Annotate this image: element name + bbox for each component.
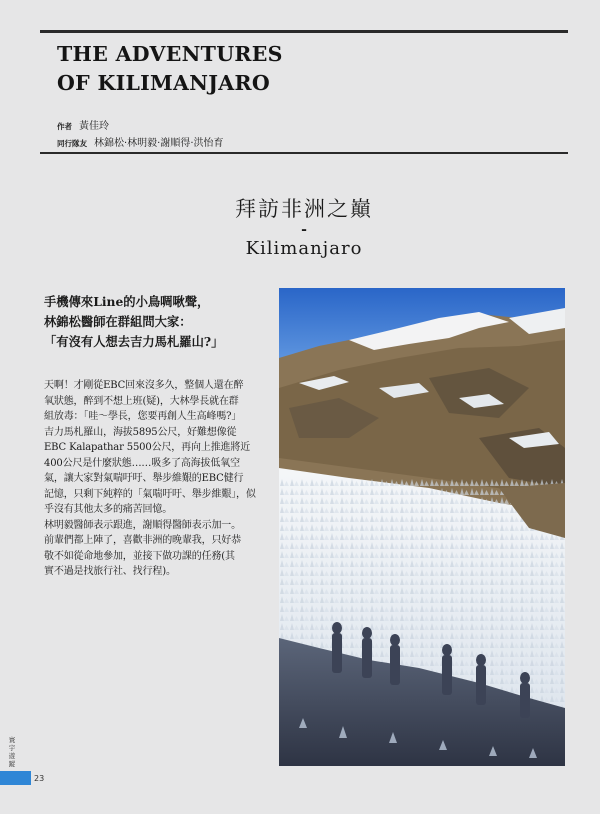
headline-english: Kilimanjaro (245, 238, 363, 259)
article-title (57, 40, 283, 98)
body-line: 吉力馬札羅山，海拔5895公尺，好難想像從 (44, 426, 237, 438)
side-label-char: 蹤 (8, 760, 16, 768)
side-label-char: 宇 (8, 744, 16, 752)
author-row (57, 118, 224, 135)
body-line: EBC Kalapathar 5500公尺，再向上推進將近 (44, 442, 251, 453)
side-label-char: 寰 (8, 736, 16, 744)
kilimanjaro-photo (279, 288, 565, 766)
lead-line: 「有沒有人想去吉力馬札羅山?」 (44, 334, 224, 349)
body-line: 前輩們都上陣了，喜歡非洲的晚輩我，只好恭 (44, 535, 241, 546)
section-side-label (6, 736, 18, 768)
body-line: 組放毒：「哇～學長，您要再創人生高峰嗎?」 (44, 411, 242, 422)
credits (57, 118, 224, 152)
author-label: 作者 (57, 122, 72, 131)
author-name: 黃佳玲 (79, 121, 109, 132)
companions-label: 同行隊友 (57, 139, 87, 148)
header-bottom-rule (40, 152, 568, 154)
title-line-2: OF KILIMANJARO (57, 71, 270, 95)
body-line: 記憶，只剩下純粹的「氣喘吁吁、舉步維艱」，似 (44, 488, 256, 500)
body-line: 400公尺是什麼狀態……吸多了高海拔低氧空 (44, 457, 240, 469)
headline-chinese: 拜訪非洲之巔 (235, 197, 373, 221)
lead-line: 手機傳來Line的小鳥啁啾聲， (44, 294, 210, 309)
page-tab-bar (0, 771, 31, 785)
body-line: 敬不如從命地參加，並接下做功課的任務(其 (44, 550, 235, 562)
lead-paragraph (44, 292, 270, 352)
companions-row (57, 135, 224, 152)
body-line: 氧狀態，醉到不想上班(疑)，大林學長就在群 (44, 395, 239, 407)
page-number: 23 (34, 774, 45, 783)
body-line: 實不過是找旅行社、找行程)。 (44, 566, 176, 577)
companions-names: 林錦松‧林明毅‧謝順得‧洪怡育 (94, 138, 224, 149)
top-rule (40, 30, 568, 33)
headline-dash: - (301, 222, 307, 238)
side-label-char: 遊 (8, 752, 16, 760)
body-text (44, 378, 270, 580)
headline (40, 194, 568, 262)
body-line: 林明毅醫師表示跟進，謝順得醫師表示加一。 (44, 519, 241, 531)
body-line: 乎沒有其他太多的痛苦回憶。 (44, 504, 173, 515)
title-line-1: THE ADVENTURES (57, 42, 283, 66)
lead-line: 林錦松醫師在群組問大家： (44, 314, 192, 329)
body-line: 天啊！才剛從EBC回來沒多久，整個人還在醉 (44, 380, 244, 391)
body-line: 氣，讓大家對氣喘吁吁、舉步維艱的EBC健行 (44, 473, 244, 484)
